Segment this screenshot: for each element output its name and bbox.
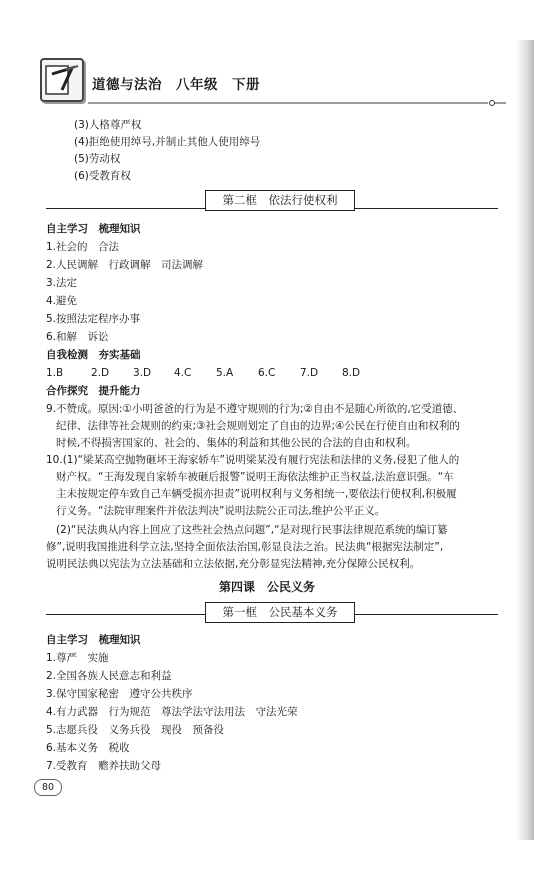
self-study-heading: 自主学习 梳理知识: [46, 223, 141, 235]
text-line: (2)“民法典从内容上回应了这些社会热点问题”,“是对现行民事法律规范系统的编订纂: [56, 524, 448, 536]
question-10-part2-answer: [46, 522, 494, 573]
answer-item: 1.社会的 合法: [46, 241, 120, 253]
self-study-heading: 自主学习 梳理知识: [46, 634, 141, 646]
answer-item: 4.有力武器 行为规范 尊法学法守法用法 守法光荣: [46, 706, 298, 718]
text-line: 行义务。“法院审理案件并依法判决”说明法院公正司法,维护公平正义。: [56, 505, 386, 517]
answer-item: 2.人民调解 行政调解 司法调解: [46, 259, 204, 271]
text-line: 说明民法典以宪法为立法基础和立法依据,充分彰显宪法精神,充分保障公民权利。: [46, 558, 421, 570]
choice-answer: 8.D: [342, 367, 361, 379]
question-10-part1-answer: [46, 452, 494, 520]
self-check-heading: 自我检测 夯实基础: [46, 349, 141, 361]
answer-item: 5.按照法定程序办事: [46, 313, 141, 325]
answer-item: 5.志愿兵役 义务兵役 现役 预备役: [46, 724, 225, 736]
answer-item: 3.保守国家秘密 遵守公共秩序: [46, 688, 193, 700]
choice-answer: 2.D: [91, 367, 110, 379]
choice-answer: 7.D: [300, 367, 319, 379]
question-9-answer: [46, 401, 494, 452]
answer-item: 7.受教育 赡养扶助父母: [46, 760, 162, 772]
text-line: 纪律、法律等社会规则的约束;③社会规则划定了自由的边界;④公民在行使自由和权利的: [56, 420, 460, 432]
answer-item: 6.和解 诉讼: [46, 331, 109, 343]
intro-item: (6)受教育权: [74, 170, 131, 182]
text-line: 9.不赞成。原因:①小明爸爸的行为是不遵守规则的行为;②自由不是随心所欲的,它受道德、: [46, 403, 464, 415]
section-frame-title: 第二框 依法行使权利: [205, 190, 355, 211]
section-frame-title: 第一框 公民基本义务: [205, 602, 355, 623]
answer-item: 2.全国各族人民意志和利益: [46, 670, 172, 682]
text-line: 财产权。“王海发现自家轿车被砸后报警”说明王海依法维护正当权益,法治意识强。“车: [56, 471, 454, 483]
book-logo-icon: [40, 58, 84, 102]
answer-item: 1.尊严 实施: [46, 652, 109, 664]
text-line: 时候,不得损害国家的、社会的、集体的利益和其他公民的合法的自由和权利。: [56, 437, 417, 449]
answer-item: 4.避免: [46, 295, 78, 307]
intro-item: (4)拒绝使用绰号,并制止其他人使用绰号: [74, 136, 261, 148]
page-number: 80: [34, 779, 62, 796]
header-rule: [88, 93, 508, 103]
text-line: 修”,说明我国推进科学立法,坚持全面依法治国,彰显良法之治。民法典“根据宪法制定”,: [46, 541, 444, 553]
lesson-title: 第四课 公民义务: [218, 580, 315, 594]
choice-answer: 3.D: [133, 367, 152, 379]
answer-item: 6.基本义务 税收: [46, 742, 130, 754]
intro-item: (3)人格尊严权: [74, 119, 142, 131]
page-edge-shadow: [516, 40, 534, 840]
header-title: 道德与法治 八年级 下册: [92, 77, 260, 93]
page-header: [40, 55, 510, 105]
text-line: 10.(1)“梁某高空抛物砸坏王海家轿车”说明梁某没有履行宪法和法律的义务,侵犯了他人的: [46, 454, 460, 466]
choice-answer: 1.B: [46, 367, 64, 379]
intro-item: (5)劳动权: [74, 153, 121, 165]
choice-answer: 5.A: [216, 367, 234, 379]
choice-answer: 6.C: [258, 367, 276, 379]
answer-item: 3.法定: [46, 277, 78, 289]
text-line: 主未按规定停车致自己车辆受损亦担责”说明权利与义务相统一,要依法行使权利,积极履: [56, 488, 457, 500]
cooperation-heading: 合作探究 提升能力: [46, 385, 141, 397]
choice-answer: 4.C: [174, 367, 192, 379]
